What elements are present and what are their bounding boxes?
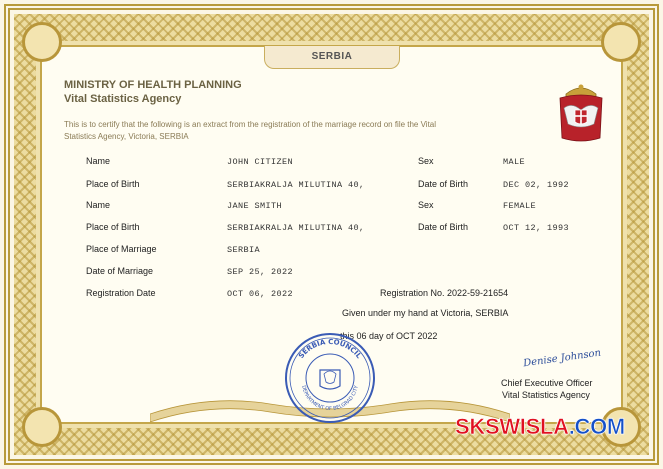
bride-date-of-birth: OCT 12, 1993 — [503, 223, 570, 233]
groom-name: JOHN CITIZEN — [227, 157, 294, 167]
sex-label: Sex — [418, 200, 434, 210]
watermark-text — [455, 414, 625, 440]
day-line: this 06 day of OCT 2022 — [340, 331, 438, 341]
date-of-birth-label: Date of Birth — [418, 179, 469, 189]
name-label: Name — [86, 156, 111, 166]
country-tab: SERBIA — [264, 46, 400, 69]
sex-label: Sex — [418, 156, 434, 166]
bride-sex: FEMALE — [503, 201, 537, 211]
groom-sex: MALE — [503, 157, 526, 167]
groom-place-of-birth: SERBIAKRALJA MILUTINA 40, — [227, 180, 365, 190]
officer-agency: Vital Statistics Agency — [502, 390, 590, 400]
date-of-marriage-label: Date of Marriage — [86, 266, 154, 276]
date-of-birth-label: Date of Birth — [418, 222, 469, 232]
ministry-title: MINISTRY OF HEALTH PLANNING — [64, 79, 242, 91]
corner-ornament-icon — [601, 22, 641, 62]
officer-title: Chief Executive Officer — [501, 378, 593, 388]
official-seal-stamp-icon — [282, 330, 378, 426]
watermark-dot: . — [568, 414, 575, 439]
watermark-part2: COM — [574, 414, 625, 439]
certify-statement: This is to certify that the following is an extract from the registration of the marriage record on file the Vital Statistics Agency, Victoria, SERBIA — [64, 120, 437, 141]
svg-text:SERBIA COUNCIL: SERBIA COUNCIL — [297, 337, 363, 361]
registration-number: Registration No. 2022-59-21654 — [380, 288, 509, 298]
groom-date-of-birth: DEC 02, 1992 — [503, 180, 570, 190]
given-under-hand-line: Given under my hand at Victoria, SERBIA — [342, 308, 509, 318]
registration-date: OCT 06, 2022 — [227, 289, 294, 299]
registration-date-label: Registration Date — [86, 288, 156, 298]
place-of-birth-label: Place of Birth — [86, 222, 140, 232]
place-of-marriage: SERBIA — [227, 245, 261, 255]
corner-ornament-icon — [22, 407, 62, 447]
svg-text:DEPARTMENT OF BELGRAD CITY: DEPARTMENT OF BELGRAD CITY — [300, 384, 360, 413]
watermark-part1: SKSWISLA — [455, 414, 569, 439]
corner-ornament-icon — [22, 22, 62, 62]
serbian-coat-of-arms-icon — [556, 80, 606, 144]
agency-title: Vital Statistics Agency — [64, 93, 182, 105]
name-label: Name — [86, 200, 111, 210]
bride-place-of-birth: SERBIAKRALJA MILUTINA 40, — [227, 223, 365, 233]
place-of-birth-label: Place of Birth — [86, 179, 140, 189]
place-of-marriage-label: Place of Marriage — [86, 244, 157, 254]
date-of-marriage: SEP 25, 2022 — [227, 267, 294, 277]
officer-signature: Denise Johnson — [522, 347, 602, 370]
bride-name: JANE SMITH — [227, 201, 283, 211]
